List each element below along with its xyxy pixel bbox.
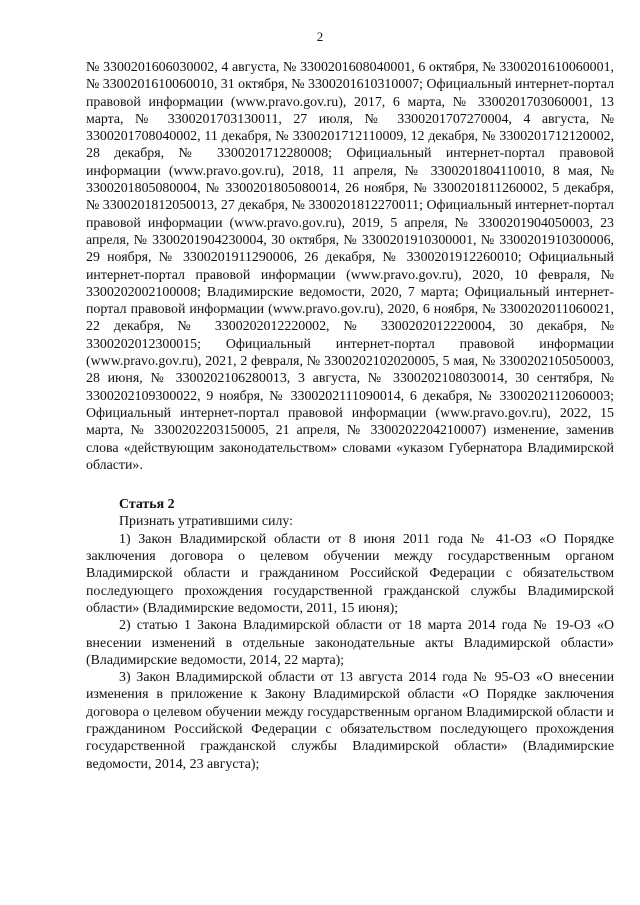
page-number: 2 (316, 29, 324, 44)
article-heading: Статья 2 (119, 497, 175, 513)
article-intro: Признать утратившими силу: (119, 514, 293, 530)
list-item: 1) Закон Владимирской области от 8 июня 2011 года № 41-ОЗ «О Порядке заключения договора о целевом обучении между государственным органом Владимирской области и гражданином Российской Федерации с обязательством последующего прохождения государственной гражданской службы Владимирской области» (Владимирские ведомости, 2011, 15 июня); (86, 531, 614, 616)
continuation-paragraph: № 3300201606030002, 4 августа, № 3300201608040001, 6 октября, № 3300201610060001, № 3300201610060010, 31 октября, № 3300201610310007; Официальный интернет-портал правовой информации (www.pravo.gov.ru), 2017, 6 марта, № 3300201703060001, 13 марта, № 3300201703130011, 27 июля, № 3300201707270004, 4 августа, № 3300201708040002, 11 декабря, № 3300201712110009, 12 декабря, № 3300201712120002, 28 декабря, № 3300201712280008; Официальный интернет-портал правовой информации (www.pravo.gov.ru), 2018, 11 апреля, № 3300201804110010, 8 мая, № 3300201805080004, № 3300201805080014, 26 ноября, № 3300201811260002, 5 декабря, № 3300201812050013, 27 декабря, № 3300201812270011; Официальный интернет-портал правовой информации (www.pravo.gov.ru), 2019, 5 апреля, № 3300201904050003, 23 апреля, № 3300201904230004, 30 октября, № 3300201910300001, № 3300201910300006, 29 ноября, № 3300201911290006, 26 декабря, № 3300201912260010; Официальный интернет-портал правовой информации (www.pravo.gov.ru), 2020, 10 февраля, № 3300202002100008; Владимирские ведомости, 2020, 7 марта; Официальный интернет-портал правовой информации (www.pravo.gov.ru), 2020, 6 ноября, № 3300202011060021, 22 декабря, № 3300202012220002, № 3300202012220004, 30 декабря, № 3300202012300015; Официальный интернет-портал правовой информации (www.pravo.gov.ru), 2021, 2 февраля, № 3300202102020005, 5 мая, № 3300202105050003, 28 июня, № 3300202106280013, 3 августа, № 3300202108030014, 30 сентября, № 3300202109300022, 9 ноября, № 3300202111090014, 6 декабря, № 3300202112060003; Официальный интернет-портал правовой информации (www.pravo.gov.ru), 2022, 15 марта, № 3300202203150005, 21 апреля, № 3300202204210007) изменение, заменив слова «действующим законодательством» словами «указом Губернатора Владимирской области». (86, 60, 614, 473)
list-item: 3) Закон Владимирской области от 13 августа 2014 года № 95-ОЗ «О внесении изменения в приложение к Закону Владимирской области «О Порядке заключения договора о целевом обучении между государственным органом Владимирской области и гражданином Российской Федерации с обязательством последующего прохождения государственной гражданской службы Владимирской области» (Владимирские ведомости, 2014, 23 августа); (86, 670, 614, 772)
document-body (86, 59, 614, 773)
list-item: 2) статью 1 Закона Владимирской области от 18 марта 2014 года № 19-ОЗ «О внесении изменений в отдельные законодательные акты Владимирской области» (Владимирские ведомости, 2014, 22 марта); (86, 618, 614, 668)
